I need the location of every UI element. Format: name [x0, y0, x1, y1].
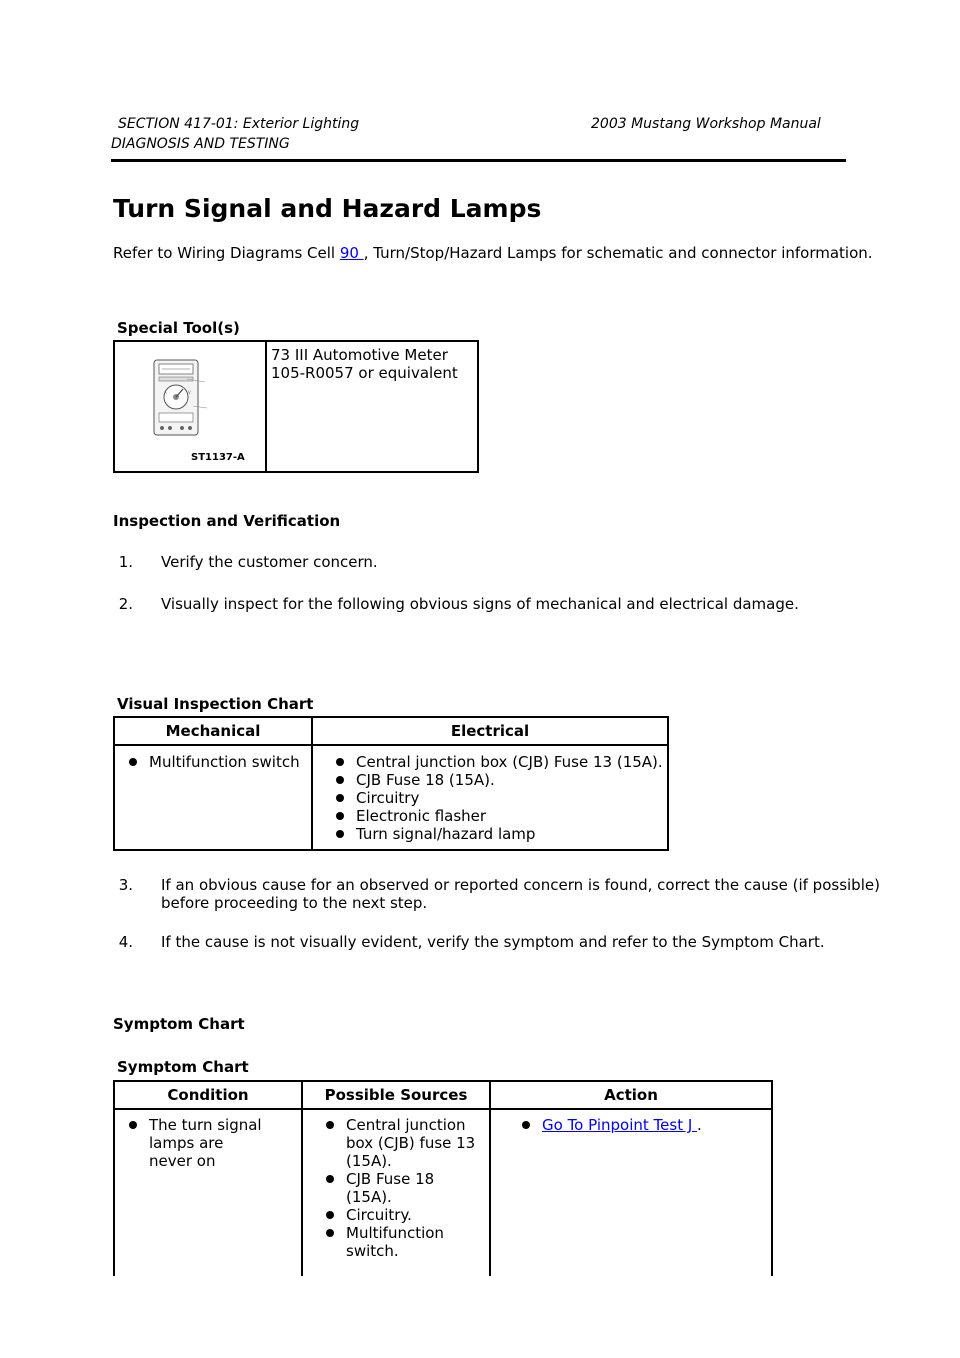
special-tools-table	[113, 340, 479, 473]
electrical-column-header: Electrical	[312, 717, 668, 745]
list-item: CJB Fuse 18 (15A).	[327, 771, 667, 789]
list-item: Turn signal/hazard lamp	[327, 825, 667, 843]
symptom-chart-caption: Symptom Chart	[117, 1058, 249, 1076]
sources-column-header: Possible Sources	[302, 1081, 490, 1109]
intro-paragraph	[113, 244, 873, 262]
page-title: Turn Signal and Hazard Lamps	[113, 194, 542, 223]
svg-text:A: A	[164, 390, 167, 395]
step-number: 4.	[118, 933, 133, 951]
action-cell	[490, 1109, 772, 1276]
header-rule	[111, 159, 846, 162]
list-item: Central junction box (CJB) fuse 13 (15A).	[317, 1116, 477, 1170]
step-text-line1: If an obvious cause for an observed or reported concern is found, correct the cause (if possible)	[161, 876, 880, 894]
tool-description-cell	[266, 341, 478, 472]
inspection-step	[113, 553, 853, 573]
inspection-step	[113, 595, 853, 615]
wiring-diagram-cell-link[interactable]: 90	[339, 244, 364, 262]
list-item: Electronic flasher	[327, 807, 667, 825]
tool-name: 73 III Automotive Meter	[271, 346, 448, 364]
step-text-line2: before proceeding to the next step.	[161, 894, 428, 912]
list-item: Circuitry	[327, 789, 667, 807]
pinpoint-test-j-link[interactable]: Go To Pinpoint Test J	[542, 1116, 698, 1134]
inspection-heading: Inspection and Verification	[113, 512, 341, 530]
condition-cell	[114, 1109, 302, 1276]
section-title: SECTION 417-01: Exterior Lighting	[118, 116, 360, 132]
intro-text-after: , Turn/Stop/Hazard Lamps for schematic and connector information.	[363, 244, 873, 262]
symptom-table	[113, 1080, 773, 1276]
condition-column-header: Condition	[114, 1081, 302, 1109]
step-number: 2.	[118, 595, 133, 613]
list-item: CJB Fuse 18 (15A).	[317, 1170, 477, 1206]
tool-image-label: ST1137-A	[191, 452, 245, 463]
svg-text:V: V	[188, 390, 191, 395]
step-text: If the cause is not visually evident, verify the symptom and refer to the Symptom Chart.	[161, 933, 825, 951]
step-number: 3.	[118, 876, 133, 894]
list-item: The turn signal lamps are never on	[120, 1116, 270, 1170]
action-suffix: .	[697, 1116, 702, 1134]
multimeter-image	[115, 342, 261, 467]
list-item: Central junction box (CJB) Fuse 13 (15A).	[327, 753, 667, 771]
list-item: Multifunction switch	[120, 753, 311, 771]
intro-text-before: Refer to Wiring Diagrams Cell	[113, 244, 340, 262]
visual-inspection-table	[113, 716, 669, 851]
electrical-cell	[312, 745, 668, 850]
step-number: 1.	[118, 553, 133, 571]
inspection-step	[113, 876, 880, 916]
tool-number: 105-R0057 or equivalent	[271, 364, 458, 382]
subsection-title: DIAGNOSIS AND TESTING	[111, 136, 290, 152]
action-column-header: Action	[490, 1081, 772, 1109]
mechanical-column-header: Mechanical	[114, 717, 312, 745]
inspection-step	[113, 933, 853, 953]
step-text: Visually inspect for the following obvious signs of mechanical and electrical damage.	[161, 595, 799, 613]
mechanical-cell	[114, 745, 312, 850]
manual-title: 2003 Mustang Workshop Manual	[591, 116, 821, 132]
list-item: Multifunction switch.	[317, 1224, 477, 1260]
list-item: Circuitry.	[317, 1206, 477, 1224]
step-text: Verify the customer concern.	[161, 553, 378, 571]
visual-inspection-caption: Visual Inspection Chart	[117, 695, 314, 713]
list-item	[513, 1116, 771, 1134]
symptom-chart-heading: Symptom Chart	[113, 1015, 245, 1033]
tool-image-cell	[114, 341, 266, 472]
sources-cell	[302, 1109, 490, 1276]
special-tools-caption: Special Tool(s)	[117, 319, 240, 337]
